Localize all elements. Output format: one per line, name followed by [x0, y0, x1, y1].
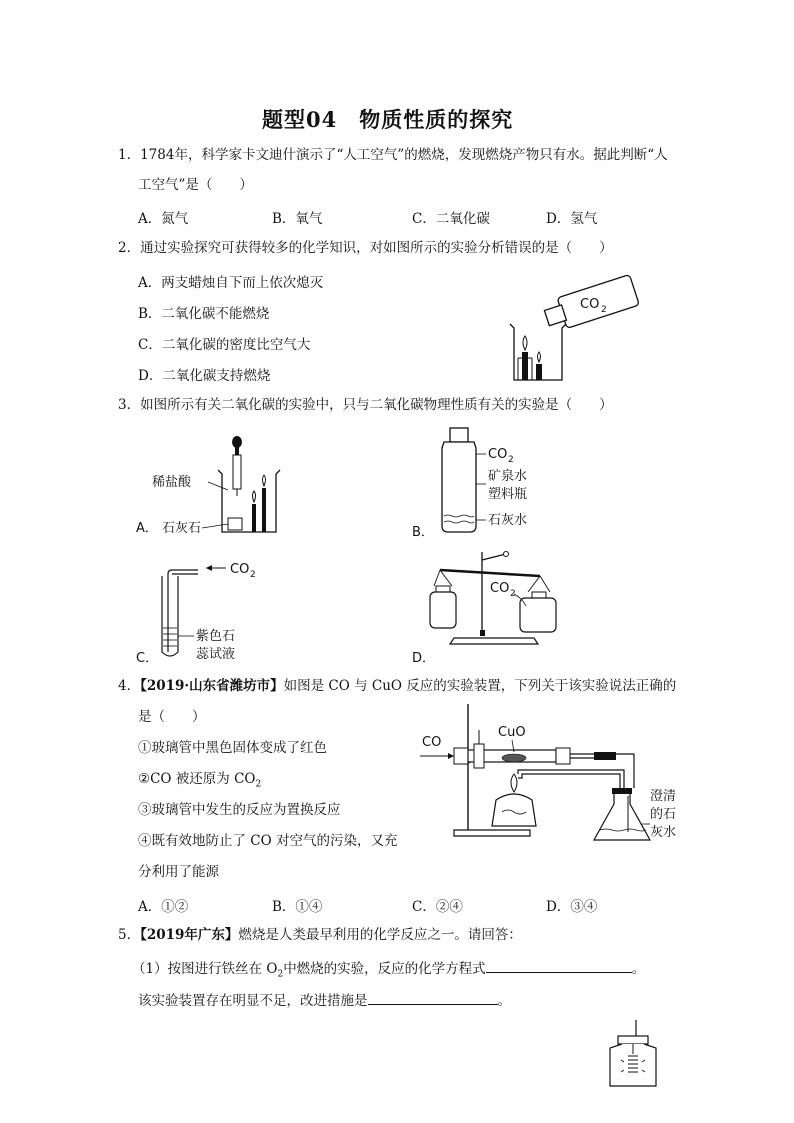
page-title: 题型04 物质性质的探究	[262, 107, 514, 132]
q2-candle-beaker-figure	[500, 272, 650, 384]
q5-part2-end: 。	[497, 993, 511, 1009]
q4-co-cuo-apparatus	[418, 700, 680, 850]
q4-option-b: B．①④	[272, 899, 323, 915]
q3c-co2-subscript: 2	[250, 570, 256, 580]
q1-option-b: B．氧气	[272, 211, 323, 227]
q5-iron-wire-figure	[600, 1018, 664, 1088]
q5-source: 【2019年广东】	[140, 927, 239, 943]
q3d-letter: D．	[412, 651, 436, 666]
q3d-co2-subscript: 2	[510, 589, 516, 599]
q3-figure-c	[136, 556, 296, 666]
q3-figure-d	[408, 546, 568, 668]
q1-option-d: D．氢气	[546, 211, 598, 227]
q1-stem-line2: 工空气”是（ ）	[138, 177, 253, 193]
q5-part2	[138, 990, 511, 1010]
q4-source: 【2019·山东省潍坊市】	[140, 678, 284, 694]
q5-stem	[118, 926, 522, 944]
q4-statement-1: ①玻璃管中黑色固体变成了红色	[138, 740, 327, 756]
q2-option-b: B．二氧化碳不能燃烧	[138, 306, 270, 322]
q3a-letter: A．	[136, 521, 158, 536]
q2-co2-subscript: 2	[601, 305, 607, 315]
q4-number: 4．	[118, 678, 141, 694]
q5-equation-blank[interactable]	[486, 958, 632, 973]
q5-number: 5．	[118, 927, 141, 943]
q3c-solution-label-1: 紫色石	[196, 629, 236, 644]
q3b-bottle-label-2: 塑料瓶	[488, 487, 528, 502]
q3c-co2-label: CO	[230, 562, 250, 577]
q1-option-c: C．二氧化碳	[412, 211, 490, 227]
q3c-letter: C．	[136, 651, 159, 666]
q5-part2-text: 该实验装置存在明显不足，改进措施是	[138, 993, 368, 1009]
q3b-limewater-label: 石灰水	[488, 513, 528, 528]
q3-stem: 3．如图所示有关二氧化碳的实验中，只与二氧化碳物理性质有关的实验是（ ）	[118, 397, 613, 413]
q4-option-c: C．②④	[412, 899, 463, 915]
q4-statement-2-subscript: 2	[255, 779, 262, 790]
q2-stem: 2．通过实验探究可获得较多的化学知识，对如图所示的实验分析错误的是（ ）	[118, 240, 613, 256]
q4-cuo-label: CuO	[498, 725, 526, 740]
q1-option-a: A．氮气	[138, 211, 189, 227]
q4-limewater-label-1: 澄清	[650, 789, 677, 804]
q3-figure-a	[136, 430, 296, 542]
q4-stem-line1	[118, 677, 676, 695]
q2-option-a: A．两支蜡烛自下而上依次熄灭	[138, 275, 324, 291]
q4-statement-4: ④既有效地防止了 CO 对空气的污染，又充	[138, 833, 398, 849]
q5-part1-end: 。	[631, 961, 646, 977]
q4-statement-3: ③玻璃管中发生的反应为置换反应	[138, 802, 341, 818]
q4-limewater-label-2: 的石	[650, 807, 677, 822]
q3c-solution-label-2: 蕊试液	[196, 647, 236, 662]
q4-option-a: A．①②	[138, 899, 189, 915]
q4-statement-2-text: ②CO 被还原为 CO	[138, 771, 256, 787]
q5-improvement-blank[interactable]	[368, 990, 498, 1005]
q3b-co2-label: CO	[488, 447, 508, 462]
q5-part1	[132, 958, 645, 984]
q5-stem-rest: 燃烧是人类最早利用的化学反应之一。请回答：	[238, 927, 522, 943]
q3b-bottle-label-1: 矿泉水	[488, 469, 528, 484]
q2-option-c: C．二氧化碳的密度比空气大	[138, 337, 311, 353]
q3-figure-b	[408, 424, 558, 542]
q2-co2-label: CO	[580, 297, 600, 312]
q4-co-label: CO	[422, 735, 442, 750]
q4-stem-line2: 是（ ）	[138, 709, 206, 725]
q3b-co2-subscript: 2	[508, 455, 514, 465]
q4-statement-2	[138, 770, 261, 794]
q5-part1-text-b: 中燃烧的实验，反应的化学方程式	[283, 961, 486, 977]
q4-statement-4-cont: 分利用了能源	[138, 864, 219, 880]
q3b-letter: B．	[412, 525, 434, 540]
q5-part1-subscript: 2	[277, 969, 284, 980]
q3d-co2-label: CO	[490, 581, 510, 596]
q1-stem-line1: 1．1784年，科学家卡文迪什演示了“人工空气”的燃烧，发现燃烧产物只有水。据此判断“人	[118, 147, 668, 163]
q3a-stone-label: 石灰石	[162, 521, 202, 536]
q2-option-d: D．二氧化碳支持燃烧	[138, 368, 271, 384]
q4-stem-rest: 如图是 CO 与 CuO 反应的实验装置，下列关于该实验说法正确的	[283, 678, 677, 694]
q5-part1-text-a: （1）按图进行铁丝在 O	[132, 961, 278, 977]
q3a-acid-label: 稀盐酸	[152, 475, 192, 490]
q4-option-d: D．③④	[546, 899, 598, 915]
q4-limewater-label-3: 灰水	[650, 825, 677, 840]
